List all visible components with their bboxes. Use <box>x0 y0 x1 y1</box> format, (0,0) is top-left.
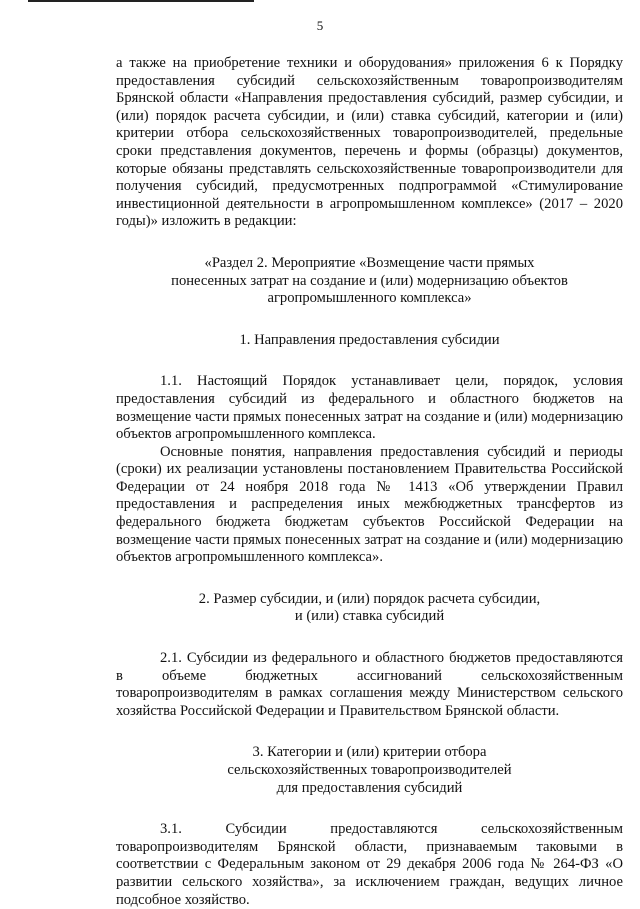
heading-3 <box>116 744 623 797</box>
heading-3-line-1: 3. Категории и (или) критерии отбора <box>252 744 487 761</box>
heading-2-line-2: и (или) ставка субсидий <box>294 608 445 625</box>
section-title-line-1: «Раздел 2. Мероприятие «Возмещение части прямых <box>204 254 535 271</box>
section-title-line-3: агропромышленного комплекса» <box>267 290 472 307</box>
heading-3-line-3: для предоставления субсидий <box>276 779 463 796</box>
intro-paragraph: а также на приобретение техники и оборудования» приложения 6 к Порядку предоставления субсидий сельскохозяйственным товаропроизводителям Брянской области «Направления предоставления субсидий, размер субсидии, и (или) порядок расчета субсидии, и (или) ставка субсидий, категории и (или) критерии отбора сельскохозяйственных товаропроизводителей, предельные сроки представления документов, перечень и формы (образцы) документов, которые обязаны представлять сельскохозяйственные товаропроизводители для получения субсидий, предусмотренных подпрограммой «Стимулирование инвестиционной деятельности в агропромышленном комплексе» (2017 – 2020 годы)» изложить в редакции: <box>116 55 623 230</box>
top-border-line <box>28 0 254 2</box>
document-body <box>116 55 623 909</box>
heading-2-line-1: 2. Размер субсидии, и (или) порядок расчета субсидии, <box>198 590 541 607</box>
page-number: 5 <box>316 18 324 33</box>
paragraph-3-1: 3.1. Субсидии предоставляются сельскохозяйственным товаропроизводителям Брянской области, признаваемым таковыми в соответствии с Федеральным законом от 29 декабря 2006 года № 264-ФЗ «О развитии сельского хозяйства», за исключением граждан, ведущих личное подсобное хозяйство. <box>116 821 623 908</box>
paragraph-1-2: Основные понятия, направления предоставления субсидий и периоды (сроки) их реализации установлены постановлением Правительства Российской Федерации от 24 ноября 2018 года № 1413 «Об утверждении Правил предоставления и распределения иных межбюджетных трансфертов из федерального бюджета бюджетам субъектов Российской Федерации на возмещение части прямых понесенных затрат на создание и (или) модернизацию объектов агропромышленного комплекса». <box>116 443 623 566</box>
paragraph-1-1: 1.1. Настоящий Порядок устанавливает цели, порядок, условия предоставления субсидий из федерального и областного бюджетов на возмещение части прямых понесенных затрат на создание и (или) модернизацию объектов агропромышленного комплекса. <box>116 373 623 443</box>
section-title <box>116 255 623 308</box>
heading-3-line-2: сельскохозяйственных товаропроизводителей <box>227 762 512 778</box>
heading-2 <box>116 591 623 626</box>
paragraph-2-1: 2.1. Субсидии из федерального и областного бюджетов предоставляются в объеме бюджетных ассигнований сельскохозяйственным товаропроизводителям в рамках соглашения между Министерством сельского хозяйства Российской Федерации и Правительством Брянской области. <box>116 650 623 719</box>
section-title-line-2: понесенных затрат на создание и (или) модернизацию объектов <box>171 272 568 289</box>
heading-1: 1. Направления предоставления субсидии <box>239 331 500 348</box>
